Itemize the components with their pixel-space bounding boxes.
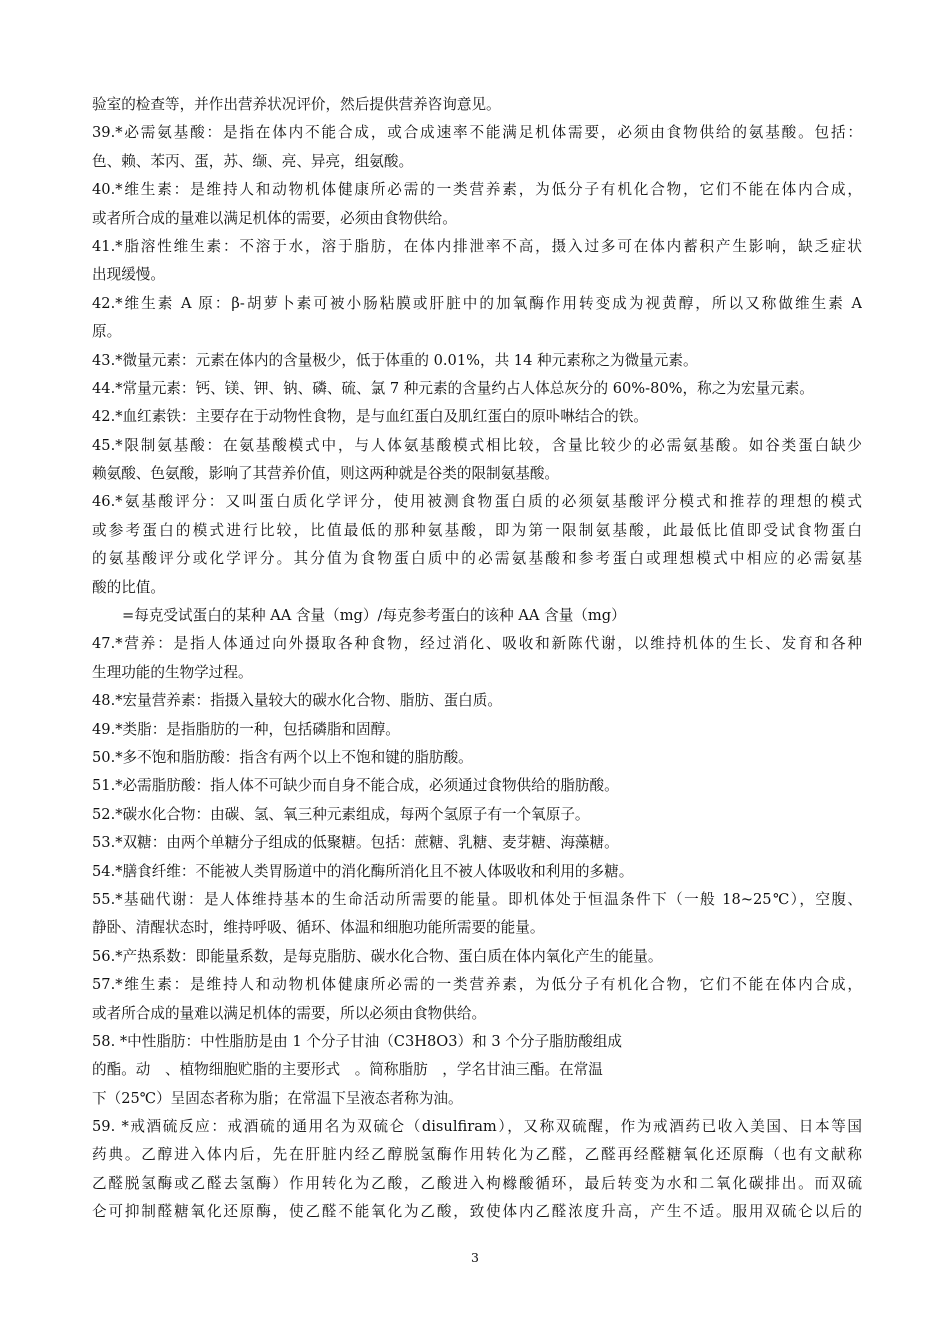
text-line: 47.*营养：是指人体通过向外摄取各种食物，经过消化、吸收和新陈代谢，以维持机体的生长、发育和各种 <box>92 635 862 653</box>
text-line: =每克受试蛋白的某种 AA 含量（mg）/每克参考蛋白的该种 AA 含量（mg） <box>122 607 626 625</box>
text-line: 的酯。动 、植物细胞贮脂的主要形式 。简称脂肪 ，学名甘油三酯。在常温 <box>92 1061 603 1079</box>
page-number: 3 <box>471 1250 479 1265</box>
text-line: 39.*必需氨基酸：是指在体内不能合成，或合成速率不能满足机体需要，必须由食物供给的氨基酸。包括： <box>92 124 862 142</box>
text-line: 51.*必需脂肪酸：指人体不可缺少而自身不能合成，必须通过食物供给的脂肪酸。 <box>92 777 619 795</box>
text-line: 验室的检查等，并作出营养状况评价，然后提供营养咨询意见。 <box>92 96 501 113</box>
text-line: 药典。乙醇进入体内后，先在肝脏内经乙醇脱氢酶作用转化为乙醛，乙醛再经醛糖氧化还原酶（也有文献称 <box>92 1146 862 1164</box>
text-line: 或者所合成的量难以满足机体的需要，必须由食物供给。 <box>92 209 457 227</box>
text-line: 40.*维生素：是维持人和动物机体健康所必需的一类营养素，为低分子有机化合物，它们不能在体内合成， <box>92 181 862 199</box>
text-line: 生理功能的生物学过程。 <box>92 663 253 681</box>
text-line: 仑可抑制醛糖氧化还原酶，使乙醛不能氧化为乙酸，致使体内乙醛浓度升高，产生不适。服用双硫仑以后的 <box>92 1203 862 1221</box>
text-line: 44.*常量元素：钙、镁、钾、钠、磷、硫、氯 7 种元素的含量约占人体总灰分的 60%-80%，称之为宏量元素。 <box>92 379 814 397</box>
text-line: 54.*膳食纤维：不能被人类胃肠道中的消化酶所消化且不被人体吸收和利用的多糖。 <box>92 862 634 880</box>
text-line: 59. *戒酒硫反应：戒酒硫的通用名为双硫仑（disulfiram），又称双硫醒，作为戒酒药已收入美国、日本等国 <box>92 1118 862 1136</box>
text-line: 48.*宏量营养素：指摄入量较大的碳水化合物、脂肪、蛋白质。 <box>92 692 502 710</box>
text-line: 42.*维生素 A 原：β-胡萝卜素可被小肠粘膜或肝脏中的加氧酶作用转变成为视黄醇，所以又称做维生素 A <box>92 294 862 312</box>
text-line: 55.*基础代谢：是人体维持基本的生命活动所需要的能量。即机体处于恒温条件下（一般 18~25℃），空腹、 <box>92 890 862 908</box>
text-line: 56.*产热系数：即能量系数，是每克脂肪、碳水化合物、蛋白质在体内氧化产生的能量。 <box>92 947 663 965</box>
text-line: 42.*血红素铁：主要存在于动物性食物，是与血红蛋白及肌红蛋白的原卟啉结合的铁。 <box>92 408 648 426</box>
text-line: 52.*碳水化合物：由碳、氢、氧三种元素组成，每两个氢原子有一个氧原子。 <box>92 805 590 823</box>
text-line: 的氨基酸评分或化学评分。其分值为食物蛋白质中的必需氨基酸和参考蛋白或理想模式中相应的必需氨基 <box>92 550 862 568</box>
text-line: 静卧、清醒状态时，维持呼吸、循环、体温和细胞功能所需要的能量。 <box>92 919 545 937</box>
text-line: 45.*限制氨基酸：在氨基酸模式中，与人体氨基酸模式相比较，含量比较少的必需氨基酸。如谷类蛋白缺少 <box>92 436 862 454</box>
text-line: 43.*微量元素：元素在体内的含量极少，低于体重的 0.01%，共 14 种元素称之为微量元素。 <box>92 351 698 369</box>
text-line: 46.*氨基酸评分：又叫蛋白质化学评分，使用被测食物蛋白质的必须氨基酸评分模式和推荐的理想的模式 <box>92 493 862 511</box>
text-line: 出现缓慢。 <box>92 266 165 284</box>
text-line: 色、赖、苯丙、蛋，苏、缬、亮、异亮，组氨酸。 <box>92 152 414 170</box>
text-line: 57.*维生素：是维持人和动物机体健康所必需的一类营养素，为低分子有机化合物，它们不能在体内合成， <box>92 976 862 994</box>
text-line: 原。 <box>92 323 122 341</box>
text-line: 赖氨酸、色氨酸，影响了其营养价值，则这两种就是谷类的限制氨基酸。 <box>92 465 560 483</box>
document-body <box>92 91 862 1227</box>
text-line: 或者所合成的量难以满足机体的需要，所以必须由食物供给。 <box>92 1004 487 1022</box>
text-line: 酸的比值。 <box>92 578 165 596</box>
text-line: 41.*脂溶性维生素：不溶于水，溶于脂肪，在体内排泄率不高，摄入过多可在体内蓄积产生影响，缺乏症状 <box>92 237 862 255</box>
text-line: 50.*多不饱和脂肪酸：指含有两个以上不饱和键的脂肪酸。 <box>92 748 473 766</box>
text-line: 53.*双糖：由两个单糖分子组成的低聚糖。包括：蔗糖、乳糖、麦芽糖、海藻糖。 <box>92 834 619 852</box>
text-line: 乙醛脱氢酶或乙醛去氢酶）作用转化为乙酸，乙酸进入枸橼酸循环，最后转变为水和二氧化碳排出。而双硫 <box>92 1174 862 1192</box>
text-line: 下（25℃）呈固态者称为脂；在常温下呈液态者称为油。 <box>92 1089 463 1107</box>
text-line: 49.*类脂：是指脂肪的一种，包括磷脂和固醇。 <box>92 720 400 738</box>
text-line: 或参考蛋白的模式进行比较，比值最低的那种氨基酸，即为第一限制氨基酸，此最低比值即受试食物蛋白 <box>92 521 862 539</box>
text-line: 58. *中性脂肪：中性脂肪是由 1 个分子甘油（C3H8O3）和 3 个分子脂肪酸组成 <box>92 1032 623 1050</box>
